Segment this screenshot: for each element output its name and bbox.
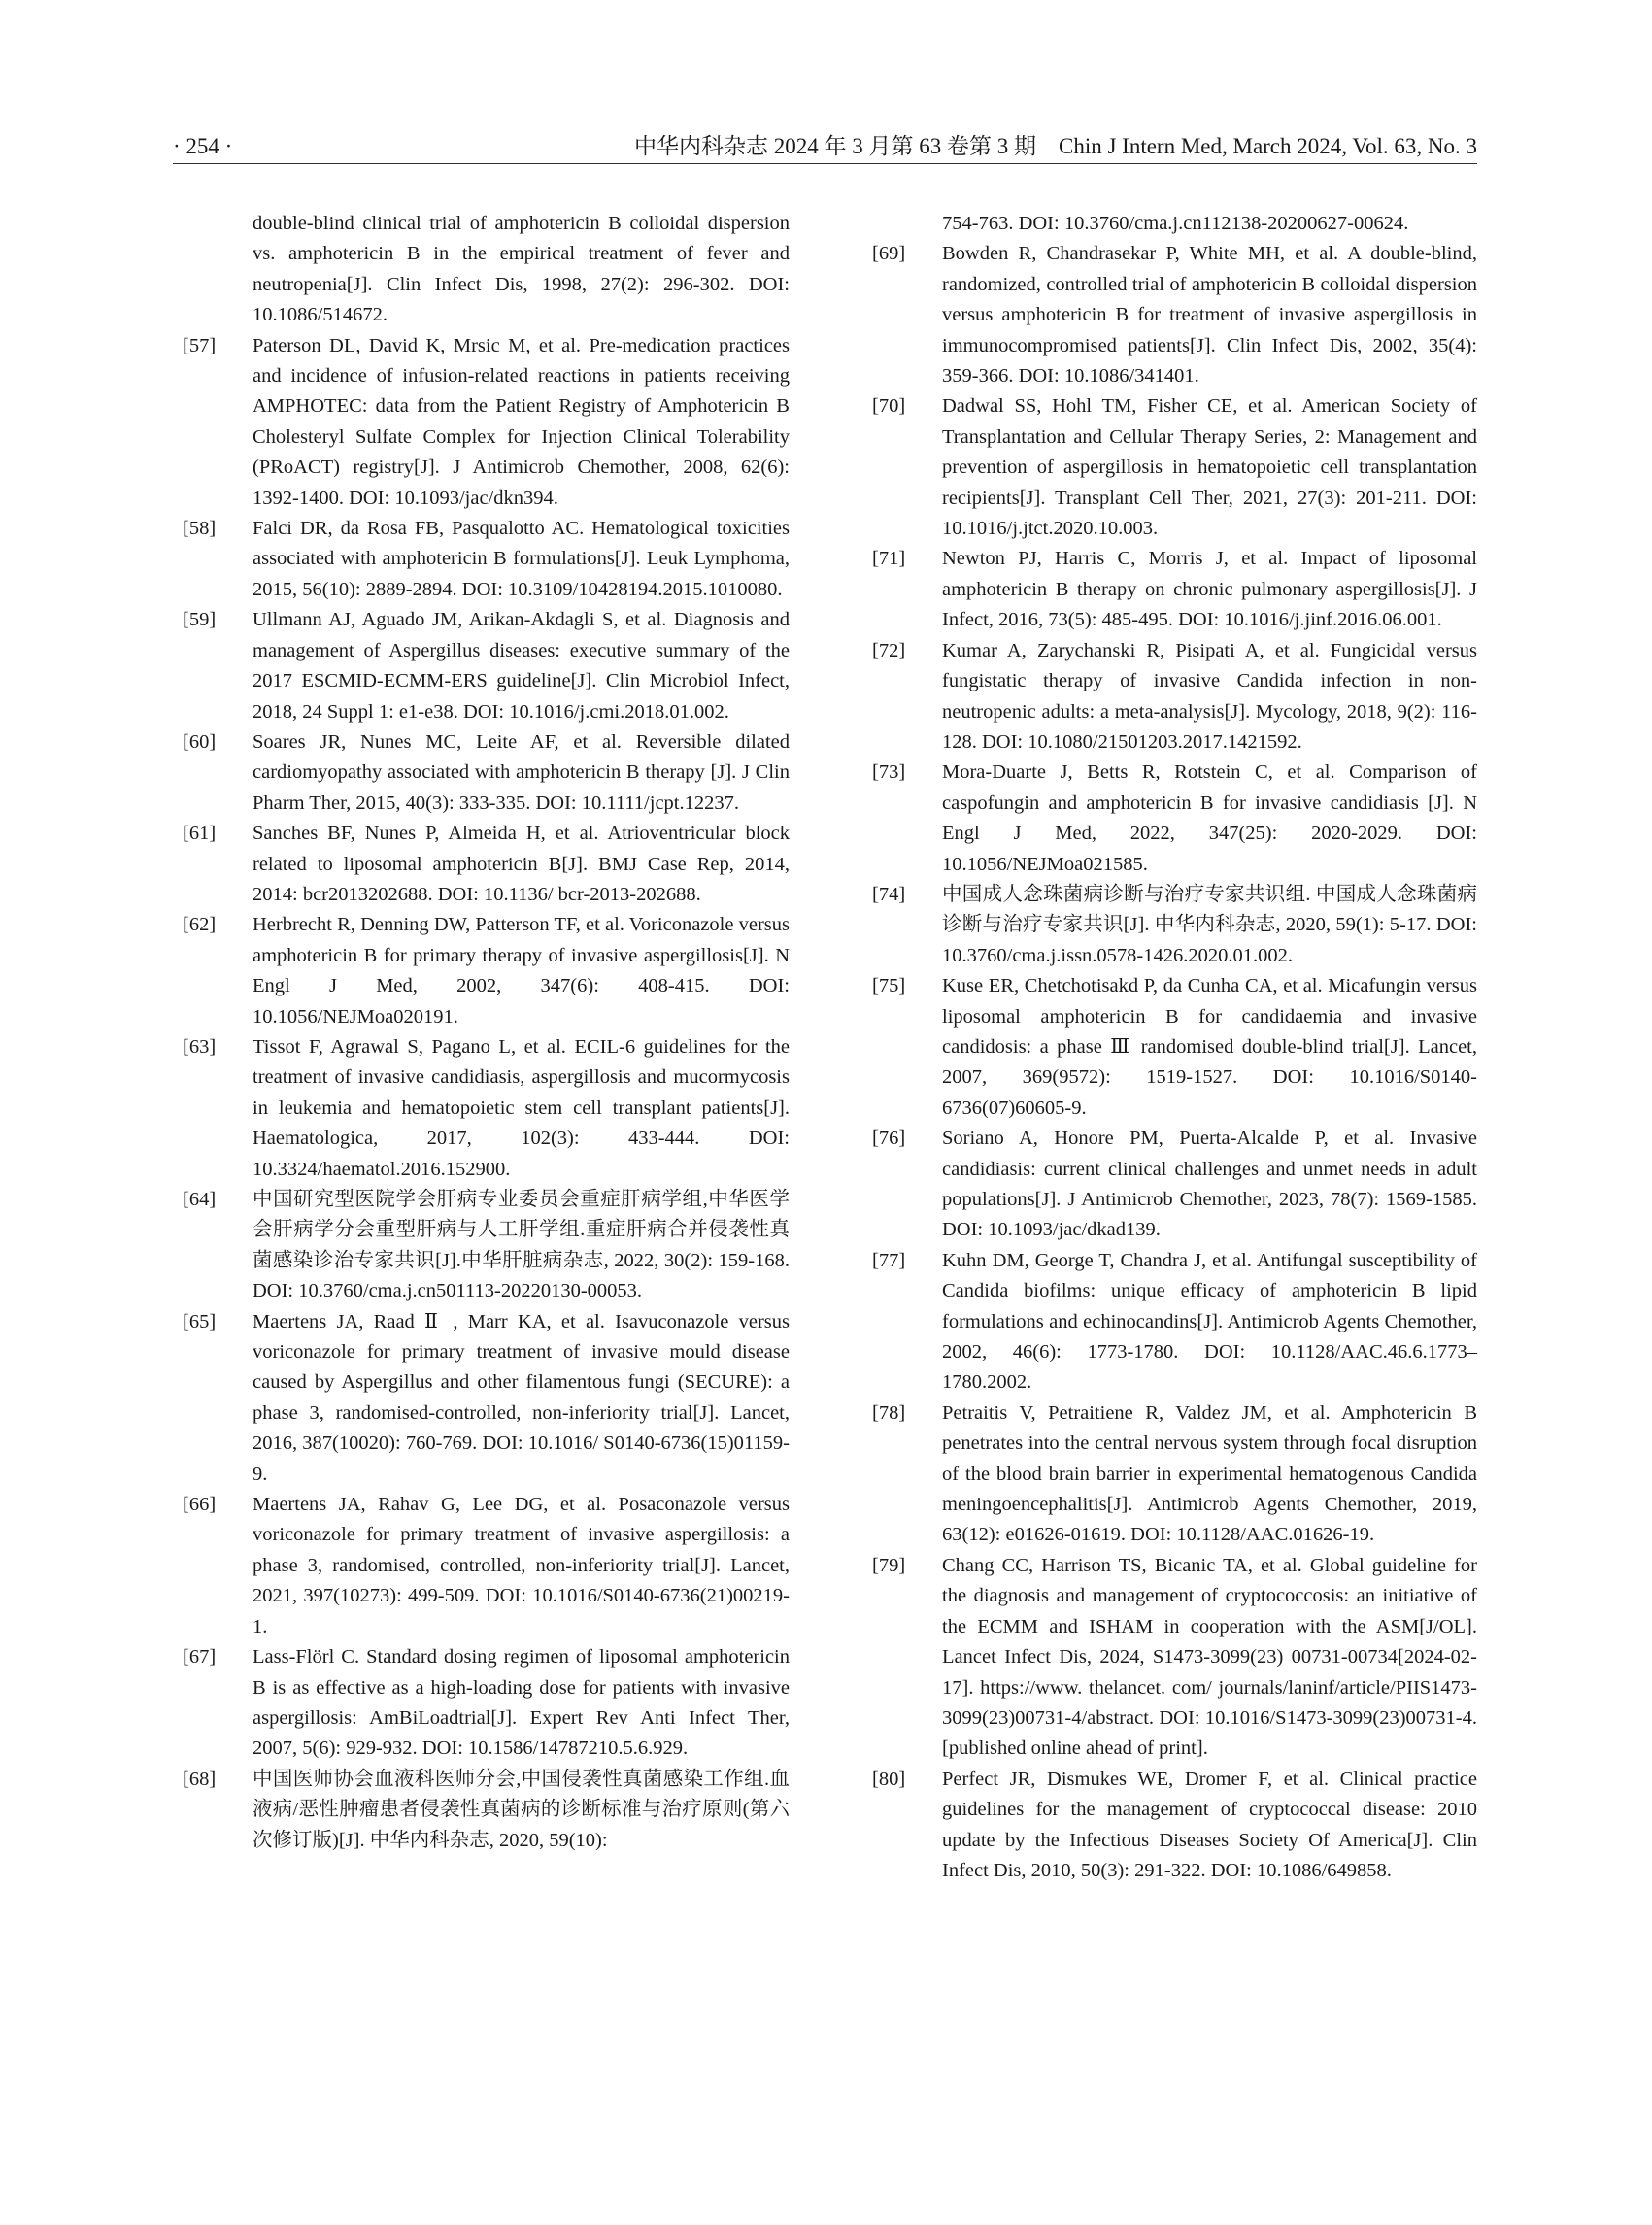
- reference-text: Newton PJ, Harris C, Morris J, et al. Impact of liposomal amphotericin B therapy on chronic pulmonary aspergillosis[J]. J Infect, 2016, 73(5): 485-495. DOI: 10.1016/j.jinf.2016.06.001.: [942, 548, 1477, 631]
- reference-item: [872, 391, 1477, 544]
- reference-text: Soriano A, Honore PM, Puerta-Alcalde P, et al. Invasive candidiasis: current clinical challenges and unmet needs in adult populations[J]. J Antimicrob Chemother, 2023, 78(7): 1569-1585. DOI: 10.1093/jac/dkad139.: [942, 1128, 1477, 1241]
- reference-number: [77]: [872, 1249, 906, 1271]
- reference-item: [872, 1246, 1477, 1399]
- reference-text: Soares JR, Nunes MC, Leite AF, et al. Reversible dilated cardiomyopathy associated with amphotericin B therapy [J]. J Clin Pharm Ther, 2015, 40(3): 333-335. DOI: 10.1111/jcpt.12237.: [253, 730, 790, 814]
- reference-item: [183, 819, 790, 910]
- reference-text: Chang CC, Harrison TS, Bicanic TA, et al. Global guideline for the diagnosis and management of cryptococcosis: an initiative of the ECMM and ISHAM in cooperation with the ASM[J/OL]. Lancet Infect Dis, 2024, S1473-3099(23) 00731-00734[2024-02-17]. https://www. thelancet. com/ journals/laninf/article/PIIS1473-3099(23)00731-4/abstract. DOI: 10.1016/S1473-3099(23)00731-4. [published online ahead of print].: [942, 1554, 1477, 1760]
- reference-number: [79]: [872, 1554, 906, 1576]
- reference-item: [872, 636, 1477, 759]
- reference-number: [70]: [872, 395, 906, 418]
- reference-item: [183, 1185, 790, 1307]
- journal-citation: 中华内科杂志 2024 年 3 月第 63 卷第 3 期 Chin J Intern Med, March 2024, Vol. 63, No. 3: [633, 134, 1477, 158]
- reference-text: Kumar A, Zarychanski R, Pisipati A, et al. Fungicidal versus fungistatic therapy of invasive Candida infection in non-neutropenic adults: a meta-analysis[J]. Mycology, 2018, 9(2): 116-128. DOI: 10.1080/21501203.2017.1421592.: [942, 639, 1477, 753]
- reference-item: [183, 910, 790, 1032]
- left-reference-column: [183, 209, 790, 1856]
- reference-item: [872, 1124, 1477, 1246]
- reference-item: [872, 1765, 1477, 1887]
- reference-item: [183, 727, 790, 819]
- reference-item: [872, 758, 1477, 880]
- reference-text: Maertens JA, Raad Ⅱ , Marr KA, et al. Isavuconazole versus voriconazole for primary treatment of invasive mould disease caused by Aspergillus and other filamentous fungi (SECURE): a phase 3, randomised-controlled, non-inferiority trial[J]. Lancet, 2016, 387(10020): 760-769. DOI: 10.1016/ S0140-6736(15)01159-9.: [253, 1310, 790, 1485]
- reference-text: 中国成人念珠菌病诊断与治疗专家共识组. 中国成人念珠菌病诊断与治疗专家共识[J]. 中华内科杂志, 2020, 59(1): 5-17. DOI: 10.3760/cma.j.issn.0578-1426.2020.01.002.: [942, 883, 1477, 966]
- reference-item: [872, 1399, 1477, 1551]
- reference-item: [872, 239, 1477, 391]
- right-reference-column: [872, 209, 1477, 1886]
- reference-text: Falci DR, da Rosa FB, Pasqualotto AC. Hematological toxicities associated with amphotericin B formulations[J]. Leuk Lymphoma, 2015, 56(10): 2889-2894. DOI: 10.3109/10428194.2015.1010080.: [253, 518, 790, 600]
- reference-text: 中国医师协会血液科医师分会,中国侵袭性真菌感染工作组.血液病/恶性肿瘤患者侵袭性真菌病的诊断标准与治疗原则(第六次修订版)[J]. 中华内科杂志, 2020, 59(10):: [253, 1768, 790, 1851]
- reference-number: [60]: [183, 730, 217, 753]
- reference-number: [76]: [872, 1128, 906, 1150]
- reference-number: [62]: [183, 914, 217, 936]
- reference-text: Paterson DL, David K, Mrsic M, et al. Pre-medication practices and incidence of infusion-related reactions in patients receiving AMPHOTEC: data from the Patient Registry of Amphotericin B Cholesteryl Sulfate Complex for Injection Clinical Tolerability (PRoACT) registry[J]. J Antimicrob Chemother, 2008, 62(6): 1392-1400. DOI: 10.1093/jac/dkn394.: [253, 334, 790, 509]
- reference-number: [65]: [183, 1310, 217, 1332]
- reference-number: [58]: [183, 518, 217, 540]
- reference-item: [183, 514, 790, 605]
- reference-number: [75]: [872, 975, 906, 997]
- reference-number: [57]: [183, 334, 217, 356]
- reference-number: [66]: [183, 1494, 217, 1516]
- reference-text: Herbrecht R, Denning DW, Patterson TF, et al. Voriconazole versus amphotericin B for primary therapy of invasive aspergillosis[J]. N Engl J Med, 2002, 347(6): 408-415. DOI: 10.1056/NEJMoa020191.: [253, 914, 790, 1028]
- reference-item: [872, 971, 1477, 1124]
- reference-number: [69]: [872, 243, 906, 265]
- page-number: · 254 ·: [173, 134, 233, 158]
- reference-number: [71]: [872, 548, 906, 570]
- reference-number: [61]: [183, 823, 217, 845]
- reference-number: [78]: [872, 1401, 906, 1424]
- reference-text: double-blind clinical trial of amphotericin B colloidal dispersion vs. amphotericin B in the empirical treatment of fever and neutropenia[J]. Clin Infect Dis, 1998, 27(2): 296-302. DOI: 10.1086/514672.: [253, 213, 790, 326]
- reference-item: [872, 544, 1477, 635]
- reference-text: Perfect JR, Dismukes WE, Dromer F, et al. Clinical practice guidelines for the management of cryptococcal disease: 2010 update by the Infectious Diseases Society Of America[J]. Clin Infect Dis, 2010, 50(3): 291-322. DOI: 10.1086/649858.: [942, 1768, 1477, 1881]
- reference-number: [63]: [183, 1035, 217, 1058]
- reference-text: Bowden R, Chandrasekar P, White MH, et al. A double-blind, randomized, controlled trial of amphotericin B colloidal dispersion versus amphotericin B for treatment of invasive aspergillosis in immunocompromised patients[J]. Clin Infect Dis, 2002, 35(4): 359-366. DOI: 10.1086/341401.: [942, 243, 1477, 388]
- reference-text: Mora-Duarte J, Betts R, Rotstein C, et al. Comparison of caspofungin and amphotericin B for invasive candidiasis [J]. N Engl J Med, 2022, 347(25): 2020-2029. DOI: 10.1056/NEJMoa021585.: [942, 761, 1477, 875]
- reference-item: [872, 209, 1477, 239]
- reference-text: Dadwal SS, Hohl TM, Fisher CE, et al. American Society of Transplantation and Cellular Therapy Series, 2: Management and prevention of aspergillosis in hematopoietic cell transplantation recipients[J]. Transplant Cell Ther, 2021, 27(3): 201-211. DOI: 10.1016/j.jtct.2020.10.003.: [942, 395, 1477, 540]
- reference-item: [183, 1307, 790, 1490]
- reference-number: [59]: [183, 609, 217, 631]
- reference-text: Tissot F, Agrawal S, Pagano L, et al. ECIL-6 guidelines for the treatment of invasive candidiasis, aspergillosis and mucormycosis in leukemia and hematopoietic stem cell transplant patients[J]. Haematologica, 2017, 102(3): 433-444. DOI: 10.3324/haematol.2016.152900.: [253, 1035, 790, 1180]
- reference-item: [872, 1551, 1477, 1765]
- reference-text: Kuhn DM, George T, Chandra J, et al. Antifungal susceptibility of Candida biofilms: unique efficacy of amphotericin B lipid formulations and echinocandins[J]. Antimicrob Agents Chemother, 2002, 46(6): 1773-1780. DOI: 10.1128/AAC.46.6.1773–1780.2002.: [942, 1249, 1477, 1394]
- reference-text: Ullmann AJ, Aguado JM, Arikan-Akdagli S, et al. Diagnosis and management of Aspergillus diseases: executive summary of the 2017 ESCMID-ECMM-ERS guideline[J]. Clin Microbiol Infect, 2018, 24 Suppl 1: e1-e38. DOI: 10.1016/j.cmi.2018.01.002.: [253, 609, 790, 723]
- reference-number: [68]: [183, 1768, 217, 1790]
- reference-text: Sanches BF, Nunes P, Almeida H, et al. Atrioventricular block related to liposomal amphotericin B[J]. BMJ Case Rep, 2014, 2014: bcr2013202688. DOI: 10.1136/ bcr-2013-202688.: [253, 823, 790, 905]
- reference-item: [183, 1642, 790, 1765]
- reference-number: [72]: [872, 639, 906, 661]
- reference-item: [183, 209, 790, 331]
- reference-item: [183, 1765, 790, 1856]
- reference-number: [73]: [872, 761, 906, 784]
- reference-item: [183, 1032, 790, 1185]
- reference-number: [74]: [872, 883, 906, 905]
- reference-item: [183, 1490, 790, 1642]
- reference-item: [183, 605, 790, 727]
- reference-text: Lass-Flörl C. Standard dosing regimen of liposomal amphotericin B is as effective as a high-loading dose for patients with invasive aspergillosis: AmBiLoadtrial[J]. Expert Rev Anti Infect Ther, 2007, 5(6): 929-932. DOI: 10.1586/14787210.5.6.929.: [253, 1646, 790, 1760]
- reference-item: [183, 331, 790, 514]
- reference-text: 中国研究型医院学会肝病专业委员会重症肝病学组,中华医学会肝病学分会重型肝病与人工肝学组.重症肝病合并侵袭性真菌感染诊治专家共识[J].中华肝脏病杂志, 2022, 30(2): 159-168. DOI: 10.3760/cma.j.cn501113-20220130-00053.: [253, 1189, 790, 1302]
- reference-text: Kuse ER, Chetchotisakd P, da Cunha CA, et al. Micafungin versus liposomal amphotericin B for candidaemia and invasive candidosis: a phase Ⅲ randomised double-blind trial[J]. Lancet, 2007, 369(9572): 1519-1527. DOI: 10.1016/S0140-6736(07)60605-9.: [942, 975, 1477, 1119]
- reference-number: [80]: [872, 1768, 906, 1790]
- reference-number: [64]: [183, 1189, 217, 1210]
- reference-text: Maertens JA, Rahav G, Lee DG, et al. Posaconazole versus voriconazole for primary treatment of invasive aspergillosis: a phase 3, randomised, controlled, non-inferiority trial[J]. Lancet, 2021, 397(10273): 499-509. DOI: 10.1016/S0140-6736(21)00219-1.: [253, 1494, 790, 1637]
- reference-item: [872, 880, 1477, 971]
- reference-number: [67]: [183, 1646, 217, 1669]
- reference-text: Petraitis V, Petraitiene R, Valdez JM, et al. Amphotericin B penetrates into the central nervous system through focal disruption of the blood brain barrier in experimental hematogenous Candida meningoencephalitis[J]. Antimicrob Agents Chemother, 2019, 63(12): e01626-01619. DOI: 10.1128/AAC.01626-19.: [942, 1401, 1477, 1546]
- reference-text: 754-763. DOI: 10.3760/cma.j.cn112138-20200627-00624.: [942, 213, 1409, 234]
- page-header: [173, 132, 1477, 164]
